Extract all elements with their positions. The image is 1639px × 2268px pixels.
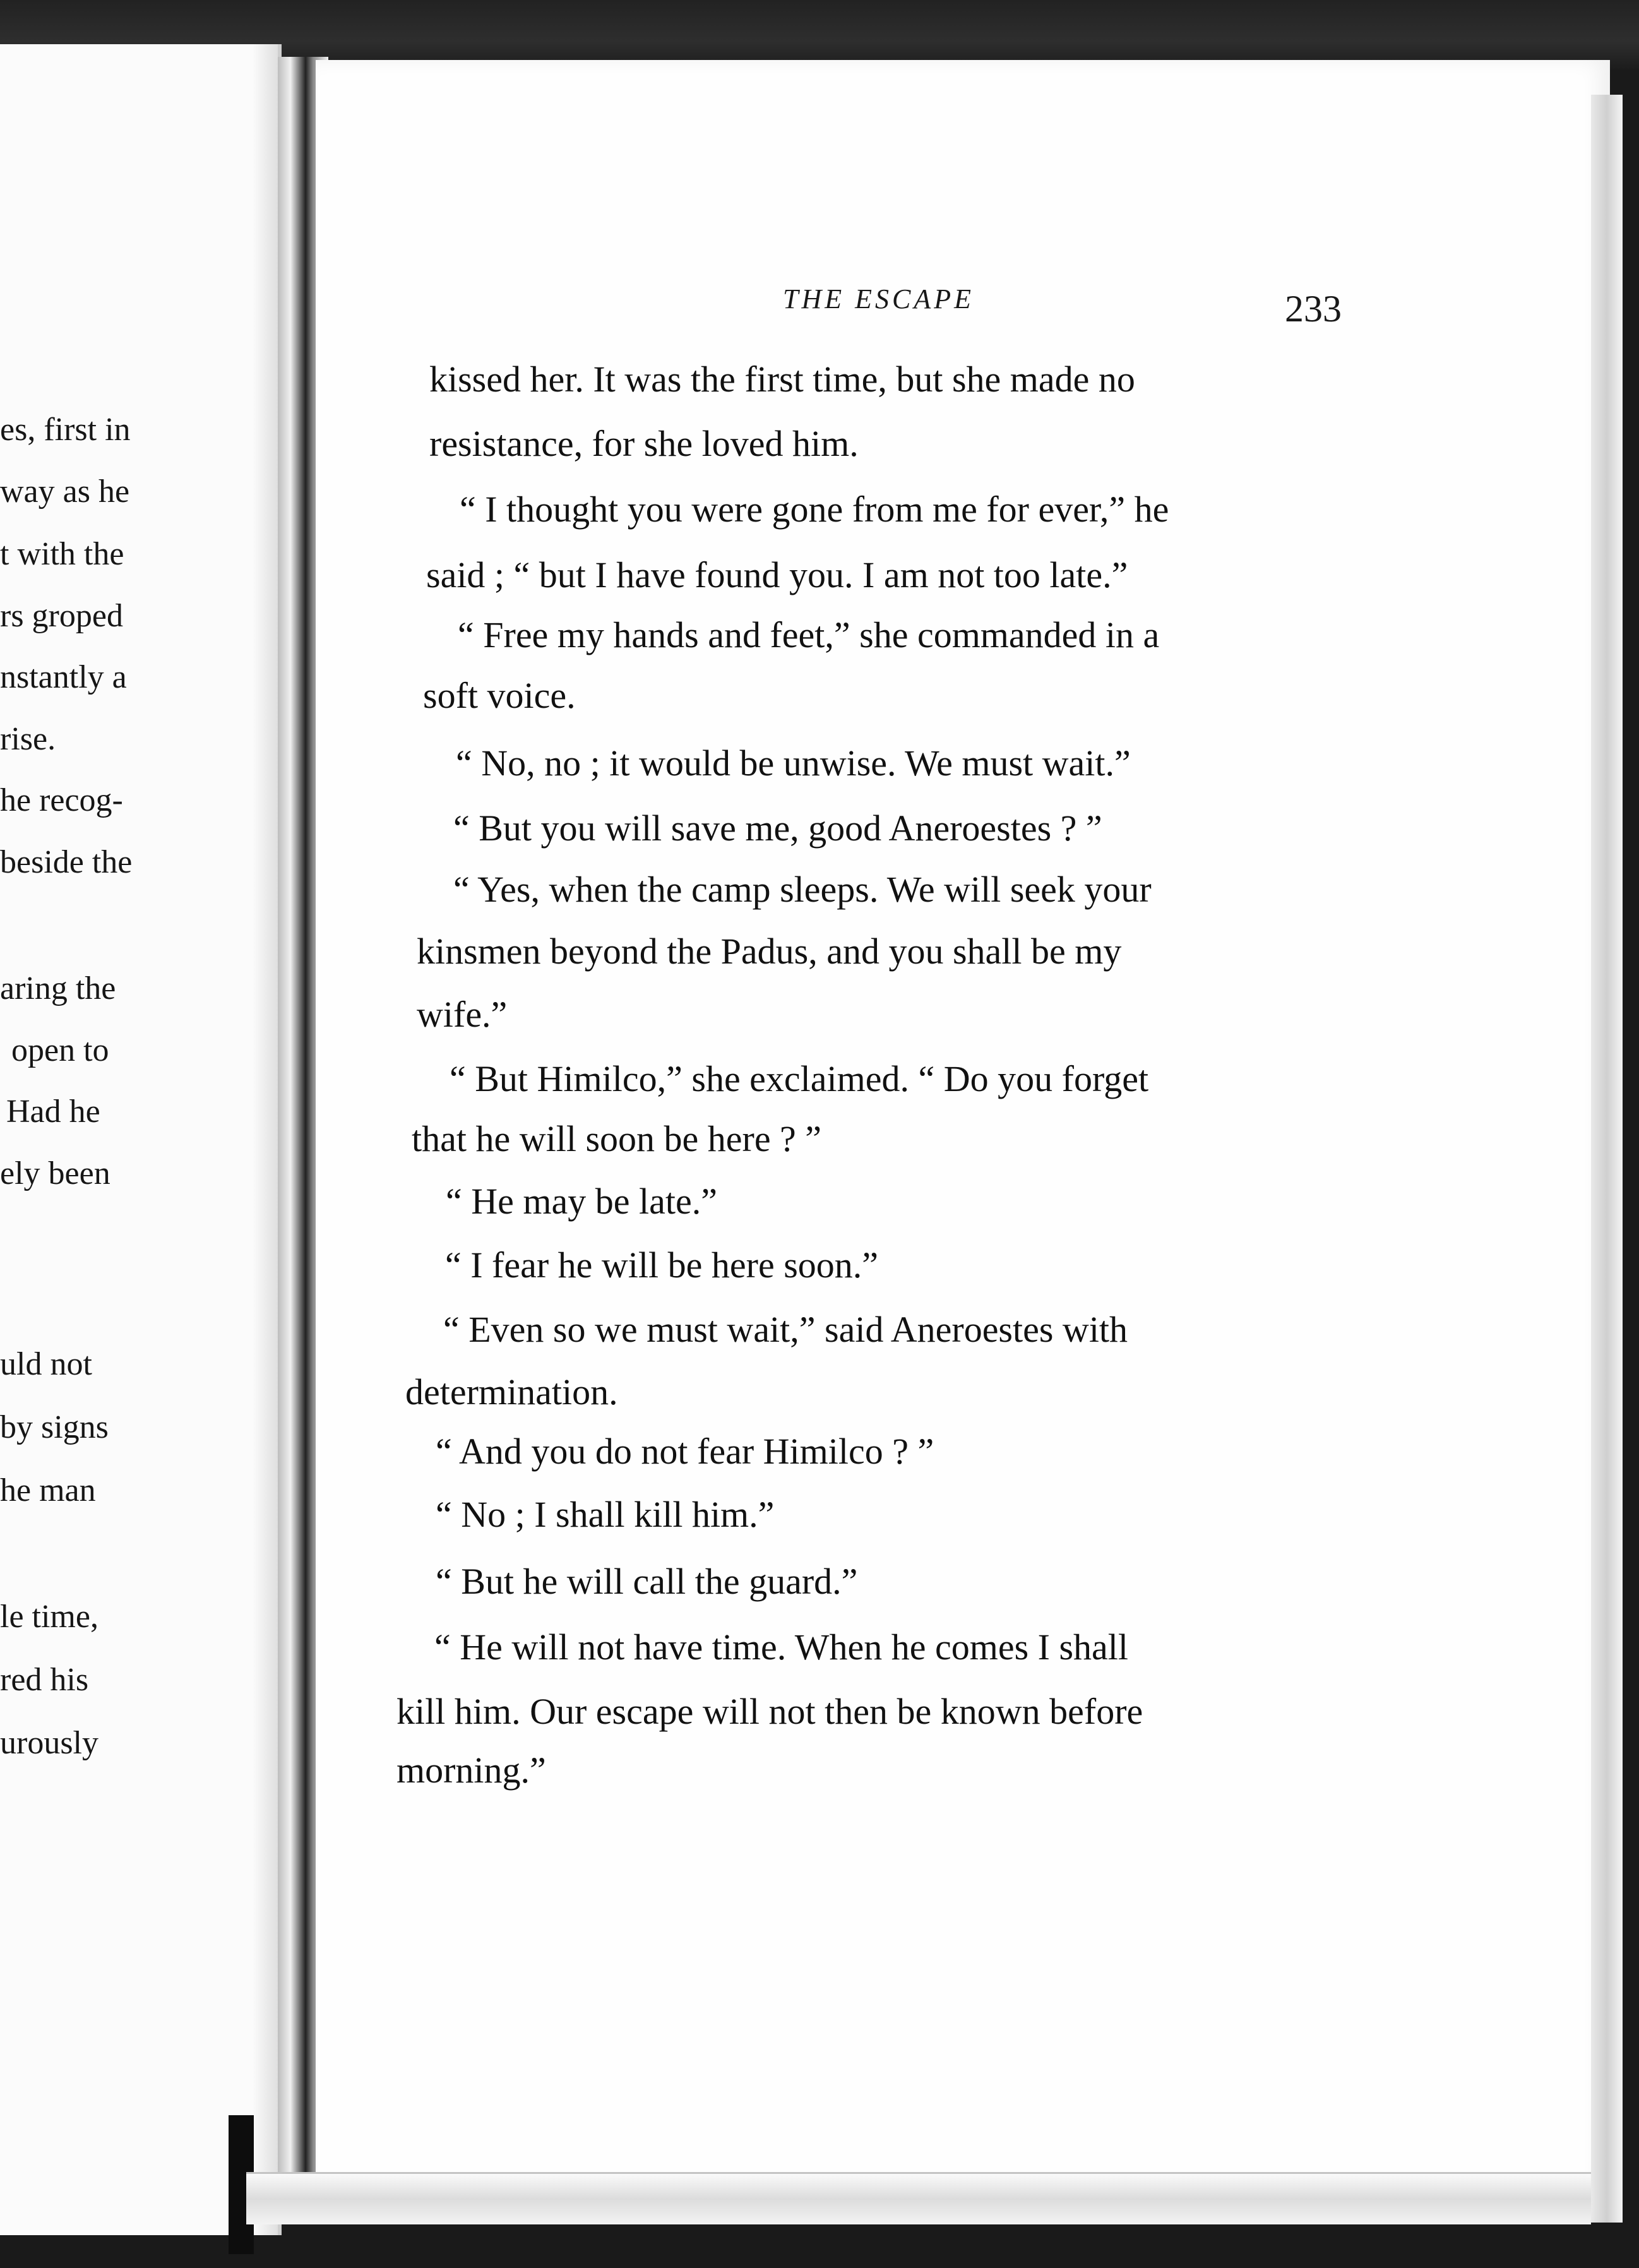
text-line: kill him. Our escape will not then be known before (396, 1691, 1143, 1732)
text-line: “ But Himilco,” she exclaimed. “ Do you forget (450, 1058, 1149, 1099)
left-page-line: le time, (0, 1599, 98, 1635)
text-line: soft voice. (423, 675, 576, 716)
left-page-line: nstantly a (0, 659, 127, 695)
left-page-line: rise. (0, 721, 56, 757)
text-line: “ But you will save me, good Aneroestes ? ” (453, 808, 1102, 849)
left-page (0, 44, 282, 2235)
left-page-line: es, first in (0, 412, 131, 448)
text-line: “ Yes, when the camp sleeps. We will seek your (453, 869, 1152, 910)
text-line: kinsmen beyond the Padus, and you shall be my (417, 931, 1122, 972)
left-page-line: t with the (0, 536, 124, 572)
text-line: “ Free my hands and feet,” she commanded in a (458, 614, 1160, 655)
text-line: “ But he will call the guard.” (436, 1561, 858, 1602)
text-line: that he will soon be here ? ” (412, 1118, 822, 1159)
text-line: “ I fear he will be here soon.” (445, 1244, 879, 1286)
left-page-line: he recog- (0, 782, 123, 818)
text-line: “ Even so we must wait,” said Aneroestes with (443, 1309, 1128, 1350)
left-page-line: uld not (0, 1346, 92, 1382)
running-head: THE ESCAPE (783, 284, 974, 314)
page-edge (1591, 95, 1623, 2223)
left-page-line: urously (0, 1725, 98, 1761)
text-line: “ No, no ; it would be unwise. We must wait.” (456, 743, 1131, 784)
text-line: “ He may be late.” (446, 1181, 717, 1222)
left-page-line: he man (0, 1472, 96, 1508)
page-bottom-edge (246, 2172, 1591, 2224)
page-number: 233 (1285, 288, 1342, 330)
text-line: resistance, for she loved him. (429, 423, 859, 464)
left-page-line: by signs (0, 1409, 109, 1445)
text-line: determination. (405, 1371, 618, 1412)
text-line: “ I thought you were gone from me for ever,” he (460, 489, 1169, 530)
left-page-line: red his (0, 1662, 89, 1698)
left-page-line: Had he (6, 1094, 100, 1130)
left-page-line: open to (11, 1032, 109, 1068)
text-line: said ; “ but I have found you. I am not too late.” (426, 554, 1128, 595)
text-line: “ He will not have time. When he comes I shall (434, 1626, 1128, 1668)
left-page-line: ely been (0, 1155, 110, 1191)
left-page-line: way as he (0, 474, 130, 510)
left-page-line: beside the (0, 844, 133, 880)
text-line: kissed her. It was the first time, but she made no (429, 359, 1135, 400)
left-page-line: aring the (0, 970, 116, 1006)
text-line: wife.” (417, 994, 508, 1035)
text-line: “ And you do not fear Himilco ? ” (436, 1431, 934, 1472)
text-line: “ No ; I shall kill him.” (436, 1494, 775, 1535)
left-page-line: rs groped (0, 598, 123, 634)
text-line: morning.” (396, 1750, 546, 1791)
